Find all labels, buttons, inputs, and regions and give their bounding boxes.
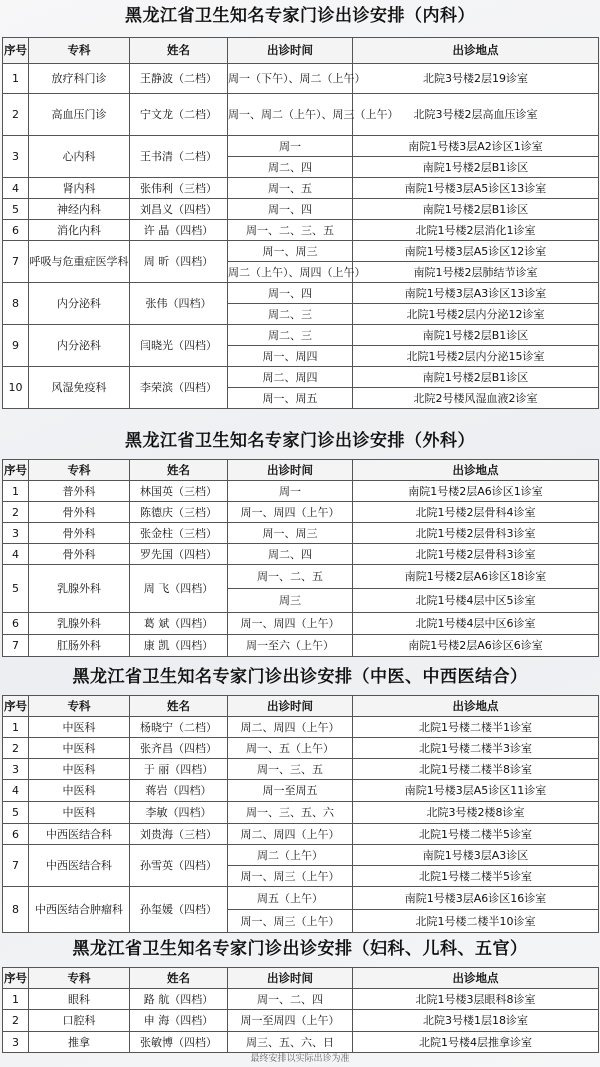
table-row <box>3 502 599 523</box>
doctor-name-cell: 张伟（四档） <box>130 283 228 325</box>
schedule-table <box>2 967 599 1053</box>
clinic-location-cell: 北院2号楼风湿血液2诊室 <box>353 388 599 409</box>
row-number: 10 <box>3 367 29 409</box>
row-number: 1 <box>3 989 29 1010</box>
doctor-name-cell: 于 丽（四档） <box>130 759 228 780</box>
table-header-row <box>3 460 599 481</box>
doctor-name-cell: 孙玺媛（四档） <box>130 887 228 933</box>
department-cell: 乳腺外科 <box>29 613 130 635</box>
row-number: 2 <box>3 738 29 759</box>
clinic-location-cell: 北院1号楼2层内分泌12诊室 <box>353 304 599 325</box>
footer-note: 最终安排以实际出诊为准 <box>250 1054 350 1064</box>
department-cell: 消化内科 <box>29 220 130 241</box>
department-cell: 放疗科门诊 <box>29 64 130 94</box>
section-title: 黑龙江省卫生知名专家门诊出诊安排（中医、中西医结合） <box>72 667 528 687</box>
clinic-time-cell: 周二（上午）、周四（上午） <box>228 262 353 283</box>
clinic-location-cell: 南院1号楼2层B1诊区 <box>353 157 599 178</box>
row-number: 5 <box>3 565 29 613</box>
department-cell: 风湿免疫科 <box>29 367 130 409</box>
table-row <box>3 845 599 866</box>
clinic-time-cell: 周一、周三（上午） <box>228 910 353 933</box>
department-cell: 中医科 <box>29 717 130 738</box>
column-header: 出诊时间 <box>228 38 353 64</box>
department-cell: 眼科 <box>29 989 130 1010</box>
section-title: 黑龙江省卫生知名专家门诊出诊安排（妇科、儿科、五官） <box>72 939 528 959</box>
table-row <box>3 220 599 241</box>
doctor-name-cell: 王静波（二档） <box>130 64 228 94</box>
table-row <box>3 717 599 738</box>
column-header: 出诊地点 <box>353 696 599 717</box>
row-number: 3 <box>3 136 29 178</box>
column-header: 姓名 <box>130 968 228 989</box>
clinic-time-cell: 周一、二、五 <box>228 565 353 589</box>
clinic-location-cell: 南院1号楼2层A6诊区18诊室 <box>353 565 599 589</box>
doctor-name-cell: 罗先国（四档） <box>130 544 228 565</box>
clinic-time-cell: 周一、周五 <box>228 388 353 409</box>
clinic-location-cell: 北院3号楼1层18诊室 <box>353 1010 599 1032</box>
department-cell: 神经内科 <box>29 199 130 220</box>
clinic-location-cell: 北院1号楼2层消化1诊室 <box>353 220 599 241</box>
clinic-time-cell: 周一至周四（上午） <box>228 1010 353 1032</box>
clinic-time-cell: 周五（上午） <box>228 887 353 910</box>
clinic-location-cell: 北院1号楼2层内分泌15诊室 <box>353 346 599 367</box>
column-header: 出诊时间 <box>228 968 353 989</box>
table-row <box>3 367 599 388</box>
column-header: 序号 <box>3 968 29 989</box>
department-cell: 中医科 <box>29 780 130 802</box>
table-row <box>3 989 599 1010</box>
department-cell: 中医科 <box>29 759 130 780</box>
table-row <box>3 759 599 780</box>
doctor-name-cell: 林国英（三档） <box>130 481 228 502</box>
clinic-time-cell: 周一、周二（上午）、周三（上午） <box>228 94 353 136</box>
table-row <box>3 1010 599 1032</box>
table-row <box>3 136 599 157</box>
clinic-time-cell: 周一、四 <box>228 199 353 220</box>
department-cell: 中西医结合科 <box>29 824 130 845</box>
doctor-name-cell: 陈德庆（三档） <box>130 502 228 523</box>
clinic-location-cell: 北院1号楼2层骨科3诊室 <box>353 544 599 565</box>
department-cell: 乳腺外科 <box>29 565 130 613</box>
table-row <box>3 565 599 589</box>
clinic-location-cell: 南院1号楼3层A5诊区11诊室 <box>353 780 599 802</box>
clinic-location-cell: 北院1号楼二楼半5诊室 <box>353 866 599 887</box>
table-row <box>3 613 599 635</box>
table-row <box>3 802 599 824</box>
clinic-time-cell: 周一、周三 <box>228 523 353 544</box>
clinic-time-cell: 周一、周四 <box>228 346 353 367</box>
clinic-time-cell: 周一、三、五 <box>228 759 353 780</box>
column-header: 出诊时间 <box>228 696 353 717</box>
clinic-location-cell: 北院1号楼2层骨科3诊室 <box>353 523 599 544</box>
department-cell: 骨外科 <box>29 544 130 565</box>
row-number: 4 <box>3 544 29 565</box>
department-cell: 骨外科 <box>29 523 130 544</box>
clinic-location-cell: 北院3号楼2层19诊室 <box>353 64 599 94</box>
clinic-location-cell: 北院1号楼2层骨科4诊室 <box>353 502 599 523</box>
clinic-location-cell: 北院1号楼二楼半1诊室 <box>353 717 599 738</box>
doctor-name-cell: 宁文龙（二档） <box>130 94 228 136</box>
clinic-location-cell: 南院1号楼3层A6诊区16诊室 <box>353 887 599 910</box>
column-header: 姓名 <box>130 460 228 481</box>
doctor-name-cell: 张齐昌（四档） <box>130 738 228 759</box>
row-number: 1 <box>3 481 29 502</box>
department-cell: 内分泌科 <box>29 283 130 325</box>
clinic-location-cell: 南院1号楼2层B1诊区 <box>353 367 599 388</box>
clinic-location-cell: 南院1号楼3层A2诊区1诊室 <box>353 136 599 157</box>
clinic-time-cell: 周二（上午） <box>228 845 353 866</box>
department-cell: 高血压门诊 <box>29 94 130 136</box>
department-cell: 中西医结合肿瘤科 <box>29 887 130 933</box>
doctor-name-cell: 康 凯（四档） <box>130 635 228 657</box>
clinic-time-cell: 周一、三、五、六 <box>228 802 353 824</box>
table-header-row <box>3 38 599 64</box>
clinic-location-cell: 北院1号楼4层中区6诊室 <box>353 613 599 635</box>
clinic-time-cell: 周二、四 <box>228 157 353 178</box>
column-header: 出诊地点 <box>353 968 599 989</box>
column-header: 专科 <box>29 460 130 481</box>
table-row <box>3 887 599 910</box>
clinic-time-cell: 周一、二、四 <box>228 989 353 1010</box>
row-number: 2 <box>3 502 29 523</box>
section-title: 黑龙江省卫生知名专家门诊出诊安排（外科） <box>125 431 475 451</box>
table-row <box>3 523 599 544</box>
section-title: 黑龙江省卫生知名专家门诊出诊安排（内科） <box>125 6 475 26</box>
doctor-name-cell: 周 昕（四档） <box>130 241 228 283</box>
clinic-time-cell: 周一、周四（上午） <box>228 502 353 523</box>
clinic-time-cell: 周二、周四 <box>228 367 353 388</box>
clinic-time-cell: 周一至周五 <box>228 780 353 802</box>
row-number: 2 <box>3 1010 29 1032</box>
row-number: 4 <box>3 178 29 199</box>
clinic-time-cell: 周二、周四（上午） <box>228 824 353 845</box>
row-number: 3 <box>3 759 29 780</box>
column-header: 出诊地点 <box>353 460 599 481</box>
clinic-location-cell: 北院3号楼2楼8诊室 <box>353 802 599 824</box>
row-number: 3 <box>3 1032 29 1053</box>
column-header: 序号 <box>3 696 29 717</box>
column-header: 专科 <box>29 968 130 989</box>
row-number: 7 <box>3 241 29 283</box>
column-header: 专科 <box>29 38 130 64</box>
clinic-location-cell: 北院1号楼4层推拿诊室 <box>353 1032 599 1053</box>
department-cell: 口腔科 <box>29 1010 130 1032</box>
doctor-name-cell: 葛 斌（四档） <box>130 613 228 635</box>
table-row <box>3 325 599 346</box>
clinic-time-cell: 周一、周三 <box>228 241 353 262</box>
doctor-name-cell: 王书清（二档） <box>130 136 228 178</box>
table-row <box>3 780 599 802</box>
row-number: 6 <box>3 613 29 635</box>
table-row <box>3 544 599 565</box>
doctor-name-cell: 周 飞（四档） <box>130 565 228 613</box>
column-header: 姓名 <box>130 696 228 717</box>
doctor-name-cell: 张敏博（四档） <box>130 1032 228 1053</box>
table-row <box>3 481 599 502</box>
row-number: 8 <box>3 887 29 933</box>
schedule-table <box>2 459 599 657</box>
row-number: 6 <box>3 220 29 241</box>
clinic-location-cell: 南院1号楼3层A3诊区13诊室 <box>353 283 599 304</box>
clinic-time-cell: 周二、三 <box>228 325 353 346</box>
department-cell: 肾内科 <box>29 178 130 199</box>
row-number: 3 <box>3 523 29 544</box>
doctor-name-cell: 张伟利（三档） <box>130 178 228 199</box>
column-header: 出诊时间 <box>228 460 353 481</box>
clinic-location-cell: 南院1号楼2层肺结节诊室 <box>353 262 599 283</box>
clinic-time-cell: 周二、三 <box>228 304 353 325</box>
department-cell: 中医科 <box>29 738 130 759</box>
row-number: 1 <box>3 64 29 94</box>
doctor-name-cell: 申 海（四档） <box>130 1010 228 1032</box>
department-cell: 中医科 <box>29 802 130 824</box>
doctor-name-cell: 蒋岩（四档） <box>130 780 228 802</box>
schedule-table <box>2 695 599 933</box>
doctor-name-cell: 张金柱（三档） <box>130 523 228 544</box>
table-row <box>3 635 599 657</box>
doctor-name-cell: 刘昌义（四档） <box>130 199 228 220</box>
clinic-location-cell: 北院3号楼2层高血压诊室 <box>353 94 599 136</box>
row-number: 8 <box>3 283 29 325</box>
clinic-time-cell: 周一、周四（上午） <box>228 613 353 635</box>
clinic-location-cell: 北院1号楼4层中区5诊室 <box>353 589 599 613</box>
clinic-location-cell: 南院1号楼2层B1诊区 <box>353 325 599 346</box>
table-header-row <box>3 696 599 717</box>
doctor-name-cell: 孙雪英（四档） <box>130 845 228 887</box>
row-number: 6 <box>3 824 29 845</box>
clinic-location-cell: 南院1号楼2层B1诊区 <box>353 199 599 220</box>
department-cell: 呼吸与危重症医学科 <box>29 241 130 283</box>
row-number: 5 <box>3 199 29 220</box>
table-row <box>3 64 599 94</box>
department-cell: 推拿 <box>29 1032 130 1053</box>
column-header: 姓名 <box>130 38 228 64</box>
department-cell: 肛肠外科 <box>29 635 130 657</box>
row-number: 7 <box>3 845 29 887</box>
doctor-name-cell: 闫晓光（四档） <box>130 325 228 367</box>
clinic-time-cell: 周一、四 <box>228 283 353 304</box>
table-row <box>3 199 599 220</box>
doctor-name-cell: 李荣滨（四档） <box>130 367 228 409</box>
row-number: 7 <box>3 635 29 657</box>
department-cell: 心内科 <box>29 136 130 178</box>
clinic-location-cell: 北院1号楼二楼半3诊室 <box>353 738 599 759</box>
table-header-row <box>3 968 599 989</box>
clinic-location-cell: 南院1号楼2层A6诊区6诊室 <box>353 635 599 657</box>
row-number: 1 <box>3 717 29 738</box>
clinic-location-cell: 北院1号楼二楼半5诊室 <box>353 824 599 845</box>
table-row <box>3 1032 599 1053</box>
row-number: 9 <box>3 325 29 367</box>
row-number: 2 <box>3 94 29 136</box>
doctor-name-cell: 杨晓宁（二档） <box>130 717 228 738</box>
table-row <box>3 178 599 199</box>
row-number: 5 <box>3 802 29 824</box>
column-header: 出诊地点 <box>353 38 599 64</box>
table-row <box>3 738 599 759</box>
clinic-location-cell: 北院1号楼3层眼科8诊室 <box>353 989 599 1010</box>
clinic-location-cell: 南院1号楼3层A5诊区12诊室 <box>353 241 599 262</box>
doctor-name-cell: 李敏（四档） <box>130 802 228 824</box>
clinic-time-cell: 周三 <box>228 589 353 613</box>
table-row <box>3 241 599 262</box>
column-header: 专科 <box>29 696 130 717</box>
clinic-time-cell: 周一（下午）、周二（上午） <box>228 64 353 94</box>
clinic-time-cell: 周二、四 <box>228 544 353 565</box>
table-row <box>3 283 599 304</box>
clinic-time-cell: 周一、五 <box>228 178 353 199</box>
clinic-time-cell: 周一至六（上午） <box>228 635 353 657</box>
clinic-location-cell: 南院1号楼3层A5诊区13诊室 <box>353 178 599 199</box>
row-number: 4 <box>3 780 29 802</box>
clinic-time-cell: 周一 <box>228 136 353 157</box>
clinic-time-cell: 周一、二、三、五 <box>228 220 353 241</box>
doctor-name-cell: 刘贵海（三档） <box>130 824 228 845</box>
table-row <box>3 824 599 845</box>
schedule-table <box>2 37 599 409</box>
department-cell: 内分泌科 <box>29 325 130 367</box>
column-header: 序号 <box>3 38 29 64</box>
column-header: 序号 <box>3 460 29 481</box>
department-cell: 骨外科 <box>29 502 130 523</box>
clinic-time-cell: 周一、五（上午） <box>228 738 353 759</box>
department-cell: 中西医结合科 <box>29 845 130 887</box>
clinic-time-cell: 周一 <box>228 481 353 502</box>
clinic-location-cell: 南院1号楼2层A6诊区1诊室 <box>353 481 599 502</box>
department-cell: 普外科 <box>29 481 130 502</box>
table-row <box>3 94 599 136</box>
doctor-name-cell: 许 晶（四档） <box>130 220 228 241</box>
clinic-time-cell: 周二、周四（上午） <box>228 717 353 738</box>
clinic-time-cell: 周一、周三（上午） <box>228 866 353 887</box>
doctor-name-cell: 路 航（四档） <box>130 989 228 1010</box>
clinic-location-cell: 北院1号楼二楼半10诊室 <box>353 910 599 933</box>
clinic-time-cell: 周三、五、六、日 <box>228 1032 353 1053</box>
clinic-location-cell: 北院1号楼二楼半8诊室 <box>353 759 599 780</box>
clinic-location-cell: 南院1号楼3层A3诊区 <box>353 845 599 866</box>
